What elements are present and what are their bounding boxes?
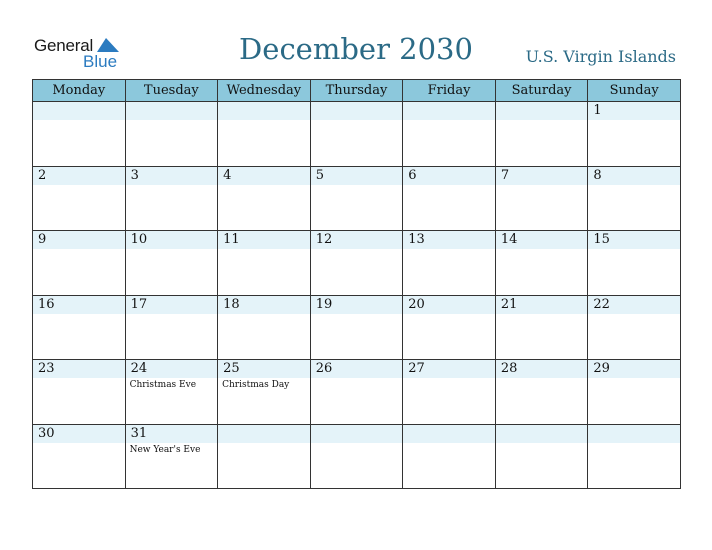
- day-cell: [403, 231, 496, 296]
- day-cell: [588, 360, 681, 425]
- day-number: [311, 425, 403, 443]
- day-cell: [403, 102, 496, 167]
- day-cell: [588, 166, 681, 231]
- day-number: [33, 102, 125, 120]
- day-number: 20: [403, 296, 495, 314]
- day-cell: [495, 295, 588, 360]
- calendar-week-row: [33, 166, 681, 231]
- day-cell: [218, 424, 311, 489]
- day-cell: [403, 360, 496, 425]
- logo-word-general: General: [34, 36, 94, 55]
- day-number: 16: [33, 296, 125, 314]
- holiday-label: New Year's Eve: [129, 444, 201, 455]
- day-number: 24: [126, 360, 218, 378]
- day-cell: [33, 424, 126, 489]
- day-number: 11: [218, 231, 310, 249]
- holiday-label: Christmas Day: [222, 380, 290, 390]
- day-number: [218, 425, 310, 443]
- calendar-week-row: [33, 102, 681, 167]
- day-number: 17: [126, 296, 218, 314]
- day-number: 2: [33, 167, 125, 185]
- day-cell: [310, 102, 403, 167]
- day-cell: [33, 102, 126, 167]
- day-number: [311, 102, 403, 120]
- day-number: 14: [496, 231, 588, 249]
- day-number: [588, 425, 680, 443]
- day-number: 4: [218, 167, 310, 185]
- day-number: 28: [496, 360, 588, 378]
- day-cell: [588, 231, 681, 296]
- weekday-header: Thursday: [310, 80, 403, 102]
- calendar-grid: [32, 79, 681, 489]
- day-number: [403, 102, 495, 120]
- day-cell: [218, 102, 311, 167]
- day-cell: [125, 424, 218, 489]
- weekday-header: Wednesday: [218, 80, 311, 102]
- day-cell: [495, 424, 588, 489]
- day-number: [496, 102, 588, 120]
- day-cell: [310, 166, 403, 231]
- day-cell: [125, 102, 218, 167]
- weekday-header: Tuesday: [125, 80, 218, 102]
- day-number: [403, 425, 495, 443]
- day-number: 9: [33, 231, 125, 249]
- day-number: 21: [496, 296, 588, 314]
- day-number: 25: [218, 360, 310, 378]
- day-number: 29: [588, 360, 680, 378]
- day-number: 1: [588, 102, 680, 120]
- calendar-week-row: [33, 295, 681, 360]
- day-cell: [33, 295, 126, 360]
- day-cell: [588, 424, 681, 489]
- logo-word-blue: Blue: [83, 52, 118, 71]
- day-number: 26: [311, 360, 403, 378]
- day-number: 12: [311, 231, 403, 249]
- day-number: 10: [126, 231, 218, 249]
- day-number: 27: [403, 360, 495, 378]
- day-cell: [310, 360, 403, 425]
- day-cell: [218, 360, 311, 425]
- day-cell: [125, 231, 218, 296]
- day-number: 19: [311, 296, 403, 314]
- day-number: 3: [126, 167, 218, 185]
- day-number: 7: [496, 167, 588, 185]
- day-cell: [403, 424, 496, 489]
- day-cell: [588, 295, 681, 360]
- day-number: 30: [33, 425, 125, 443]
- region-label: U.S. Virgin Islands: [525, 47, 676, 66]
- day-cell: [495, 166, 588, 231]
- holiday-label: Christmas Eve: [129, 380, 197, 390]
- day-cell: [125, 166, 218, 231]
- day-number: 18: [218, 296, 310, 314]
- day-number: 22: [588, 296, 680, 314]
- day-cell: [403, 166, 496, 231]
- day-cell: [310, 295, 403, 360]
- day-cell: [588, 102, 681, 167]
- day-cell: [310, 424, 403, 489]
- weekday-header: Monday: [33, 80, 126, 102]
- day-cell: [495, 102, 588, 167]
- day-cell: [125, 360, 218, 425]
- day-number: 6: [403, 167, 495, 185]
- day-number: [126, 102, 218, 120]
- day-cell: [403, 295, 496, 360]
- day-number: 13: [403, 231, 495, 249]
- calendar-week-row: [33, 424, 681, 489]
- weekday-header: Sunday: [588, 80, 681, 102]
- day-cell: [310, 231, 403, 296]
- day-number: [218, 102, 310, 120]
- day-cell: [33, 166, 126, 231]
- day-number: [496, 425, 588, 443]
- day-number: 23: [33, 360, 125, 378]
- day-number: 5: [311, 167, 403, 185]
- day-cell: [125, 295, 218, 360]
- day-cell: [33, 231, 126, 296]
- day-cell: [33, 360, 126, 425]
- calendar-week-row: [33, 360, 681, 425]
- day-cell: [495, 360, 588, 425]
- day-cell: [218, 295, 311, 360]
- weekday-header: Friday: [403, 80, 496, 102]
- weekday-header: Saturday: [495, 80, 588, 102]
- day-cell: [495, 231, 588, 296]
- day-number: 31: [126, 425, 218, 443]
- weekday-header-row: [33, 80, 681, 102]
- day-cell: [218, 231, 311, 296]
- day-number: 15: [588, 231, 680, 249]
- day-cell: [218, 166, 311, 231]
- day-number: 8: [588, 167, 680, 185]
- calendar-week-row: [33, 231, 681, 296]
- page-title: December 2030: [239, 32, 473, 66]
